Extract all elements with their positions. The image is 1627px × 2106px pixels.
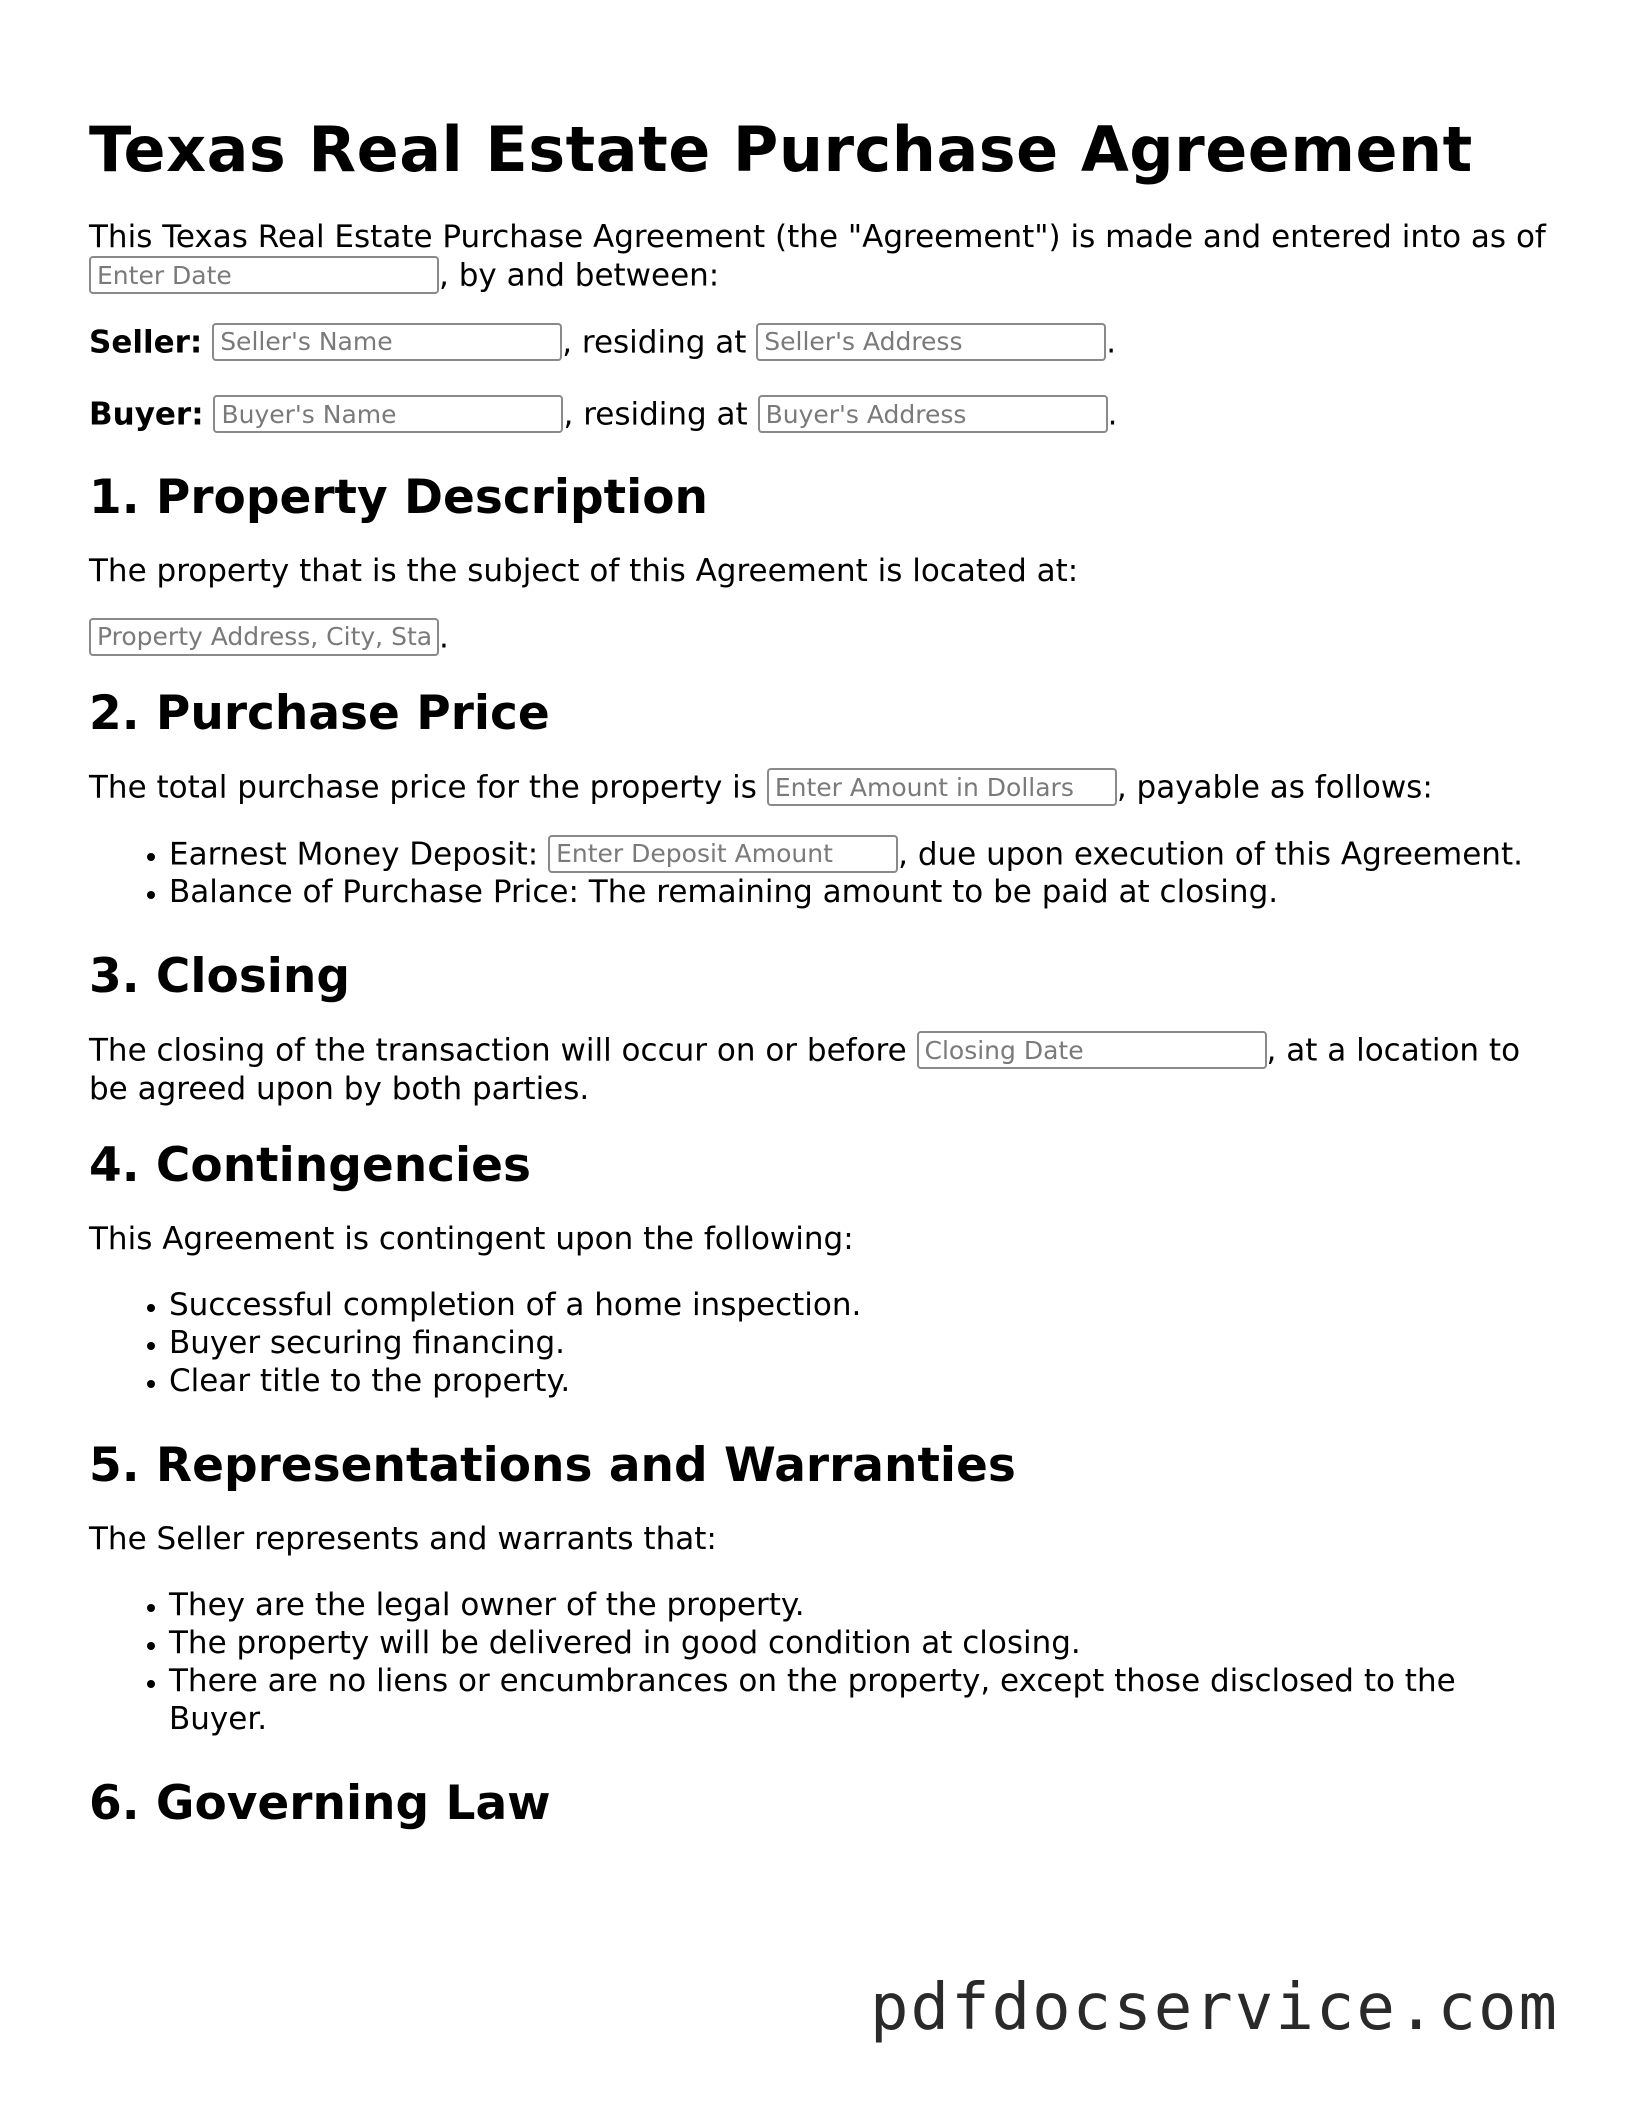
- page-title: Texas Real Estate Purchase Agreement: [89, 113, 1473, 186]
- section-heading-contingencies: 4. Contingencies: [89, 1137, 532, 1193]
- property-address-input[interactable]: [89, 618, 439, 656]
- closing-text: The closing of the transaction will occur on or before: [89, 1032, 907, 1069]
- list-item: • Buyer securing financing.: [169, 1324, 1549, 1362]
- warranties-text: The Seller represents and warrants that:: [89, 1520, 717, 1557]
- intro-text-after: , by and between:: [439, 257, 720, 294]
- intro-text: This Texas Real Estate Purchase Agreement (the "Agreement") is made and entered into as of: [89, 219, 1546, 255]
- buyer-address-input[interactable]: [758, 395, 1108, 433]
- buyer-residing-text: , residing at: [563, 396, 748, 433]
- deposit-text-after: , due upon execution of this Agreement.: [898, 836, 1523, 872]
- list-item: • Clear title to the property.: [169, 1362, 1549, 1400]
- list-item: • There are no liens or encumbrances on the property, except those disclosed to the Buyer.: [169, 1662, 1549, 1738]
- buyer-line: [89, 395, 1549, 434]
- buyer-line-end: .: [1107, 396, 1118, 433]
- payment-list: [89, 835, 1549, 912]
- price-paragraph: [89, 768, 1549, 807]
- agreement-date-input[interactable]: [89, 256, 439, 294]
- section-heading-law: 6. Governing Law: [89, 1775, 551, 1831]
- buyer-name-input[interactable]: [213, 395, 563, 433]
- price-text-after: , payable as follows:: [1116, 769, 1433, 806]
- list-item: • The property will be delivered in good condition at closing.: [169, 1624, 1549, 1662]
- price-text: The total purchase price for the property is: [89, 769, 757, 806]
- contingencies-text: This Agreement is contingent upon the following:: [89, 1220, 854, 1257]
- section-heading-closing: 3. Closing: [89, 949, 351, 1004]
- property-address-line: [89, 618, 1549, 657]
- closing-paragraph: [89, 1031, 1549, 1108]
- list-item: • Balance of Purchase Price: The remaining amount to be paid at closing.: [169, 873, 1549, 911]
- section-heading-property: 1. Property Description: [89, 469, 708, 525]
- property-line-end: .: [439, 619, 449, 655]
- property-text: The property that is the subject of this Agreement is located at:: [89, 552, 1079, 589]
- deposit-text: Earnest Money Deposit:: [169, 836, 539, 872]
- section-heading-warranties: 5. Representations and Warranties: [89, 1437, 1016, 1493]
- purchase-amount-input[interactable]: [767, 768, 1117, 806]
- contingencies-list: [89, 1286, 1549, 1400]
- seller-line-end: .: [1106, 324, 1117, 360]
- section-heading-price: 2. Purchase Price: [89, 686, 550, 741]
- list-item: • Successful completion of a home inspection.: [169, 1286, 1549, 1324]
- closing-text-after: , at a location to be agreed upon by both parties.: [89, 1032, 1521, 1107]
- watermark: pdfdocservice.com: [870, 1971, 1560, 2045]
- intro-paragraph: [89, 218, 1549, 295]
- list-item: • They are the legal owner of the property.: [169, 1586, 1549, 1624]
- seller-name-input[interactable]: [212, 323, 562, 361]
- seller-line: [89, 323, 1549, 362]
- list-item: [169, 835, 1549, 874]
- deposit-amount-input[interactable]: [548, 835, 898, 873]
- seller-label: Seller:: [89, 324, 203, 360]
- seller-residing-text: , residing at: [562, 324, 747, 360]
- agreement-document: [89, 110, 1549, 1858]
- seller-address-input[interactable]: [756, 323, 1106, 361]
- warranties-list: [89, 1586, 1549, 1738]
- closing-date-input[interactable]: [917, 1031, 1267, 1069]
- buyer-label: Buyer:: [89, 396, 204, 433]
